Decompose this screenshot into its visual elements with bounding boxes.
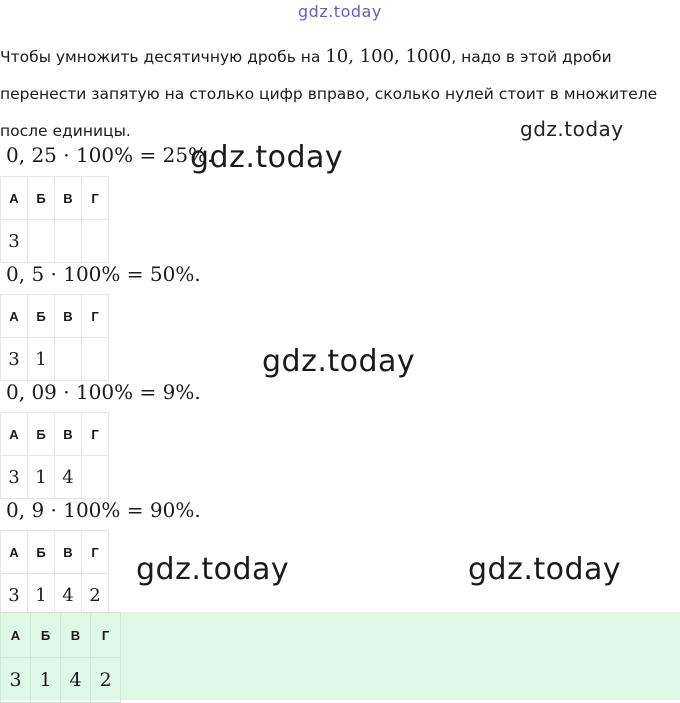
- header-cell: В: [55, 295, 82, 338]
- final-answer-block: [0, 612, 680, 700]
- table-header-row: [1, 413, 109, 456]
- value-cell: 4: [55, 456, 82, 499]
- header-cell: Б: [28, 413, 55, 456]
- value-cell: 3: [1, 456, 28, 499]
- value-cell: 3: [1, 574, 28, 617]
- value-cell: [55, 220, 82, 263]
- table-header-row: [1, 613, 121, 658]
- equation-2: 0, 5 · 100% = 50%.: [6, 262, 201, 286]
- header-cell: Б: [28, 531, 55, 574]
- header-cell: Г: [82, 177, 109, 220]
- value-cell: 1: [28, 456, 55, 499]
- value-cell: 2: [91, 658, 121, 703]
- answer-table-2: [0, 294, 109, 381]
- table-value-row: [1, 338, 109, 381]
- final-answer-table: [0, 612, 121, 703]
- intro-text-1: Чтобы умножить десятичную дробь на: [0, 48, 326, 66]
- watermark-bottom-right: gdz.today: [468, 552, 622, 587]
- header-cell: Г: [82, 531, 109, 574]
- value-cell: [28, 220, 55, 263]
- value-cell: 4: [55, 574, 82, 617]
- watermark-inline: gdz.today: [190, 140, 344, 175]
- watermark-top: gdz.today: [298, 2, 382, 21]
- watermark-bottom-left: gdz.today: [136, 552, 290, 587]
- answer-table-1: [0, 176, 109, 263]
- header-cell: А: [1, 413, 28, 456]
- table-value-row: [1, 574, 109, 617]
- header-cell: В: [55, 177, 82, 220]
- header-cell: В: [55, 413, 82, 456]
- value-cell: [55, 338, 82, 381]
- header-cell: Б: [31, 613, 61, 658]
- value-cell: [82, 456, 109, 499]
- header-cell: В: [55, 531, 82, 574]
- value-cell: 2: [82, 574, 109, 617]
- answer-table-4: [0, 530, 109, 617]
- header-cell: Г: [82, 413, 109, 456]
- value-cell: 3: [1, 220, 28, 263]
- header-cell: А: [1, 531, 28, 574]
- table-header-row: [1, 531, 109, 574]
- equation-4: 0, 9 · 100% = 90%.: [6, 498, 201, 522]
- intro-paragraph: [0, 38, 680, 150]
- table-header-row: [1, 177, 109, 220]
- value-cell: 1: [28, 574, 55, 617]
- equation-1: 0, 25 · 100% = 25%.: [6, 143, 214, 167]
- table-header-row: [1, 295, 109, 338]
- value-cell: 3: [1, 658, 31, 703]
- header-cell: Б: [28, 295, 55, 338]
- header-cell: А: [1, 177, 28, 220]
- equation-3: 0, 09 · 100% = 9%.: [6, 380, 201, 404]
- watermark-middle: gdz.today: [262, 344, 416, 379]
- table-value-row: [1, 658, 121, 703]
- header-cell: Г: [91, 613, 121, 658]
- value-cell: 1: [31, 658, 61, 703]
- value-cell: [82, 220, 109, 263]
- intro-text-2: , надо в этой дроби перенести запятую на столько цифр вправо, сколько нулей стоит в множителе после единицы.: [0, 48, 658, 140]
- value-cell: 3: [1, 338, 28, 381]
- intro-numbers: 10, 100, 1000: [325, 46, 452, 67]
- header-cell: А: [1, 295, 28, 338]
- watermark-right: gdz.today: [520, 117, 624, 141]
- header-cell: Г: [82, 295, 109, 338]
- value-cell: 1: [28, 338, 55, 381]
- table-value-row: [1, 220, 109, 263]
- header-cell: Б: [28, 177, 55, 220]
- value-cell: 4: [61, 658, 91, 703]
- header-cell: В: [61, 613, 91, 658]
- table-value-row: [1, 456, 109, 499]
- header-cell: А: [1, 613, 31, 658]
- answer-table-3: [0, 412, 109, 499]
- value-cell: [82, 338, 109, 381]
